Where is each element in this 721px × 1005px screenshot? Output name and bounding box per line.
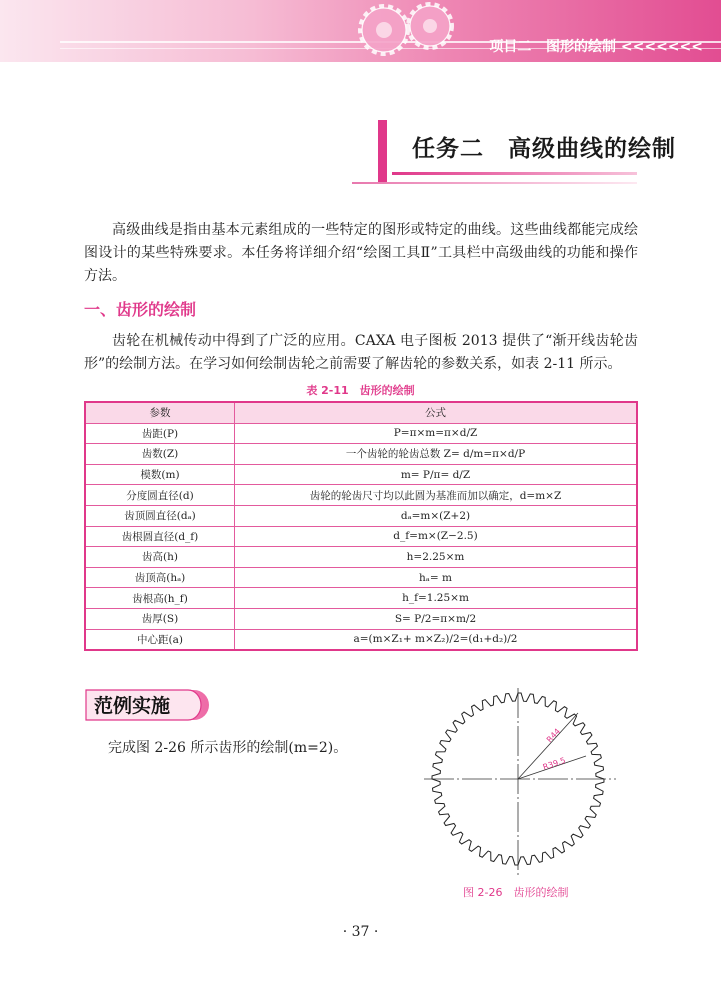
- table-row: [85, 608, 637, 629]
- task-title-rule-1: [392, 172, 637, 175]
- header-title: [489, 36, 703, 56]
- table-row: [85, 526, 637, 547]
- header-arrows: <<<<<<<: [620, 39, 703, 55]
- table-row: [85, 423, 637, 444]
- example-badge-label: 范例实施: [94, 695, 171, 717]
- page-number: · 37 ·: [342, 924, 379, 940]
- header-project-label: 项目二: [489, 39, 532, 55]
- table-row: [85, 547, 637, 568]
- table-cell: 齿顶圆直径(dₐ): [85, 505, 235, 526]
- table-cell: 齿距(P): [85, 423, 235, 444]
- table-header-formula: 公式: [235, 402, 638, 423]
- section-heading: 一、齿形的绘制: [84, 300, 197, 319]
- table-cell: 中心距(a): [85, 629, 235, 650]
- page-header: [0, 0, 721, 62]
- table-caption: 表 2-11 齿形的绘制: [306, 384, 415, 397]
- table-cell: 齿轮的轮齿尺寸均以此圆为基准而加以确定，d=m×Z: [235, 485, 638, 506]
- table-row: [85, 588, 637, 609]
- gear-figure: [420, 688, 620, 878]
- section-paragraph: 齿轮在机械传动中得到了广泛的应用。CAXA 电子图板 2013 提供了“渐开线齿轮齿形”的绘制方法。在学习如何绘制齿轮之前需要了解齿轮的参数关系，如表 2-11 所示。: [84, 333, 638, 372]
- task-title-bar: [378, 120, 387, 184]
- dimension-inner-label: R39.5: [541, 755, 567, 772]
- gear-center-lines: [424, 688, 616, 876]
- table-cell: hₐ= m: [235, 567, 638, 588]
- intro-paragraph: 高级曲线是指由基本元素组成的一些特定的图形或特定的曲线。这些曲线都能完成绘图设计的某些特殊要求。本任务将详细介绍“绘图工具Ⅱ”工具栏中高级曲线的功能和操作方法。: [84, 222, 638, 284]
- table-header-row: [85, 402, 637, 423]
- table-cell: h_f=1.25×m: [235, 588, 638, 609]
- gear-parameter-table: [84, 401, 638, 651]
- table-row: [85, 464, 637, 485]
- table-row: [85, 485, 637, 506]
- table-row: [85, 444, 637, 465]
- table-cell: h=2.25×m: [235, 547, 638, 568]
- table-cell: 齿厚(S): [85, 608, 235, 629]
- table-cell: 齿根圆直径(d_f): [85, 526, 235, 547]
- table-cell: 齿数(Z): [85, 444, 235, 465]
- table-cell: m= P/π= d/Z: [235, 464, 638, 485]
- table-cell: a=(m×Z₁+ m×Z₂)/2=(d₁+d₂)/2: [235, 629, 638, 650]
- header-chapter-title: 图形的绘制: [546, 39, 616, 55]
- table-row: [85, 629, 637, 650]
- table-cell: 分度圆直径(d): [85, 485, 235, 506]
- example-badge: [84, 688, 214, 722]
- table-row: [85, 505, 637, 526]
- table-header-param: 参数: [85, 402, 235, 423]
- table-cell: dₐ=m×(Z+2): [235, 505, 638, 526]
- table-cell: S= P/2=π×m/2: [235, 608, 638, 629]
- table-cell: 齿根高(h_f): [85, 588, 235, 609]
- table-cell: 一个齿轮的轮齿总数 Z= d/m=π×d/P: [235, 444, 638, 465]
- task-title: 任务二 高级曲线的绘制: [412, 136, 676, 162]
- table-cell: 齿顶高(hₐ): [85, 567, 235, 588]
- table-cell: d_f=m×(Z−2.5): [235, 526, 638, 547]
- table-cell: P=π×m=π×d/Z: [235, 423, 638, 444]
- table-row: [85, 567, 637, 588]
- figure-caption: 图 2-26 齿形的绘制: [463, 886, 569, 899]
- header-gears-icon: [348, 0, 468, 62]
- task-title-rule-2: [352, 182, 637, 184]
- table-cell: 齿高(h): [85, 547, 235, 568]
- table-cell: 模数(m): [85, 464, 235, 485]
- example-text: 完成图 2-26 所示齿形的绘制(m=2)。: [108, 740, 348, 756]
- dimension-outer-label: R44: [544, 726, 563, 745]
